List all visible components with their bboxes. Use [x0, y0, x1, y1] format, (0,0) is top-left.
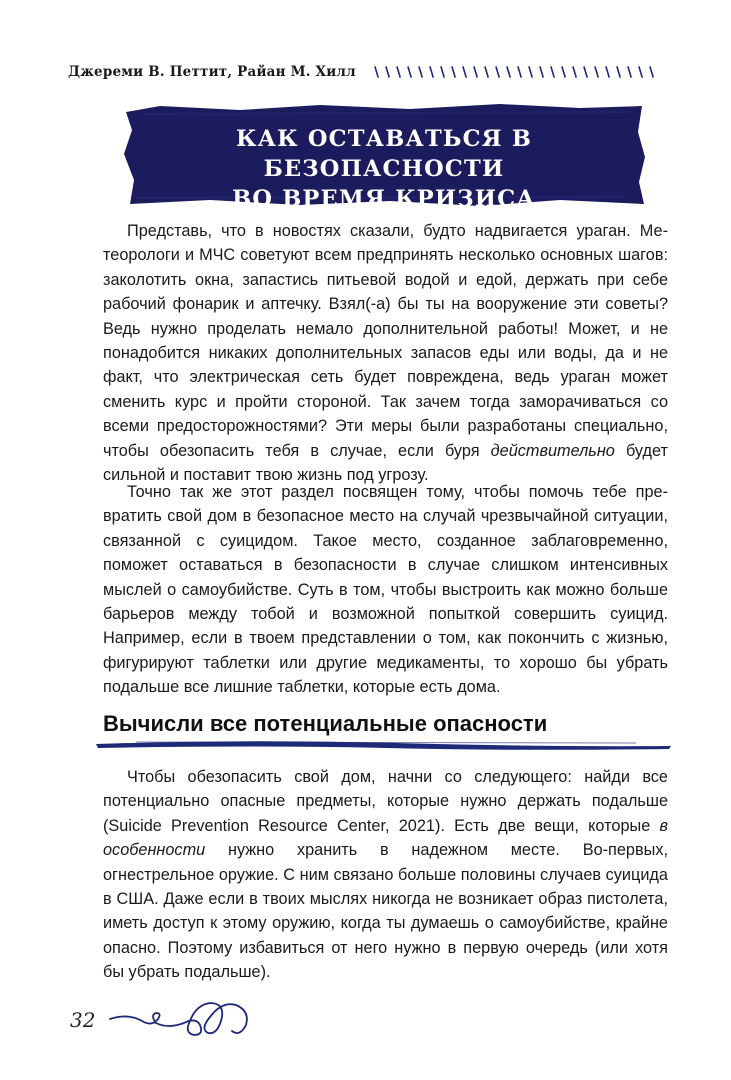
paragraph-1-text-a: Представь, что в новостях сказали, будто надвигается ураган. Метеорологи и МЧС советуют всем предпринять несколько основных шагов: заколотить окна, запастись питьевой водой и едой, держать при себе рабочий фонарик и аптечку. Взял(-а) бы ты на вооружение эти советы? Ведь нужно проделать немало дополнительной работы! Может, и не понадобится никаких дополнительных запасов еды или воды, да и не факт, что электрическая сеть будет повреждена, ведь ураган может сменить курс и пройти стороной. Так зачем тогда заморачиваться со всеми предосторожностями? Эти меры были разработаны специально, чтобы обезопасить тебя в случае, если буря — [103, 222, 668, 460]
paragraph-3-text-a: Чтобы обезопасить свой дом, начни со следующего: найди все потенциально опасные предметы, которые нужно держать подальше (Suicide Prevention Resource Center, 2021). Есть две вещи, которые — [103, 768, 668, 835]
chapter-banner — [120, 102, 648, 212]
heading-brush-underline — [96, 738, 671, 752]
running-header — [68, 62, 668, 82]
header-hatch-decoration — [368, 65, 668, 79]
header-authors: Джереми В. Петтит, Райан М. Хилл — [68, 64, 356, 80]
section-heading: Вычисли все потенциальные опасности — [103, 711, 548, 736]
page-number: 32 — [70, 1008, 96, 1032]
paragraph-1 — [103, 219, 668, 487]
chapter-title-line-2: ВО ВРЕМЯ КРИЗИСА — [232, 186, 536, 212]
paragraph-3-text-b: нужно хранить в надежном месте. Во-первых, огнестрельное оружие. С ним связано больше половины случаев суицида в США. Даже если в твоих мыслях никогда не возникает образ пистолета, иметь доступ к этому оружию, когда ты думаешь о самоубийстве, крайне опасно. Поэтому избавиться от него нужно в первую очередь (или хотя бы убрать подальше). — [103, 841, 668, 982]
paragraph-3-emphasis: в особенности — [103, 816, 668, 860]
paragraph-2: Точно так же этот раздел посвящен тому, чтобы помочь тебе превратить свой дом в безопасное место на случай чрезвычайной ситуации, связанной с суицидом. Такое место, созданное заблаговременно, поможет оставаться в безопасности в случае слишком интенсивных мыслей о самоубийстве. Суть в том, чтобы выстроить как можно больше барьеров между тобой и возможной попыткой совершить суицид. Например, если в твоем представлении о том, как покончить с жизнью, фигурируют таблетки или другие медикаменты, то хорошо бы убрать подальше все лишние таблетки, которые есть дома. — [103, 483, 668, 697]
paragraph-1-emphasis: действительно — [490, 441, 615, 460]
paragraph-1-text-b: будет сильной и поставит твою жизнь под угрозу. — [103, 441, 668, 485]
chapter-title-line-1: КАК ОСТАВАТЬСЯ В БЕЗОПАСНОСТИ — [235, 126, 533, 182]
chapter-title — [120, 124, 648, 214]
swirl-flourish-decoration — [108, 995, 258, 1039]
paragraph-3 — [103, 765, 668, 985]
